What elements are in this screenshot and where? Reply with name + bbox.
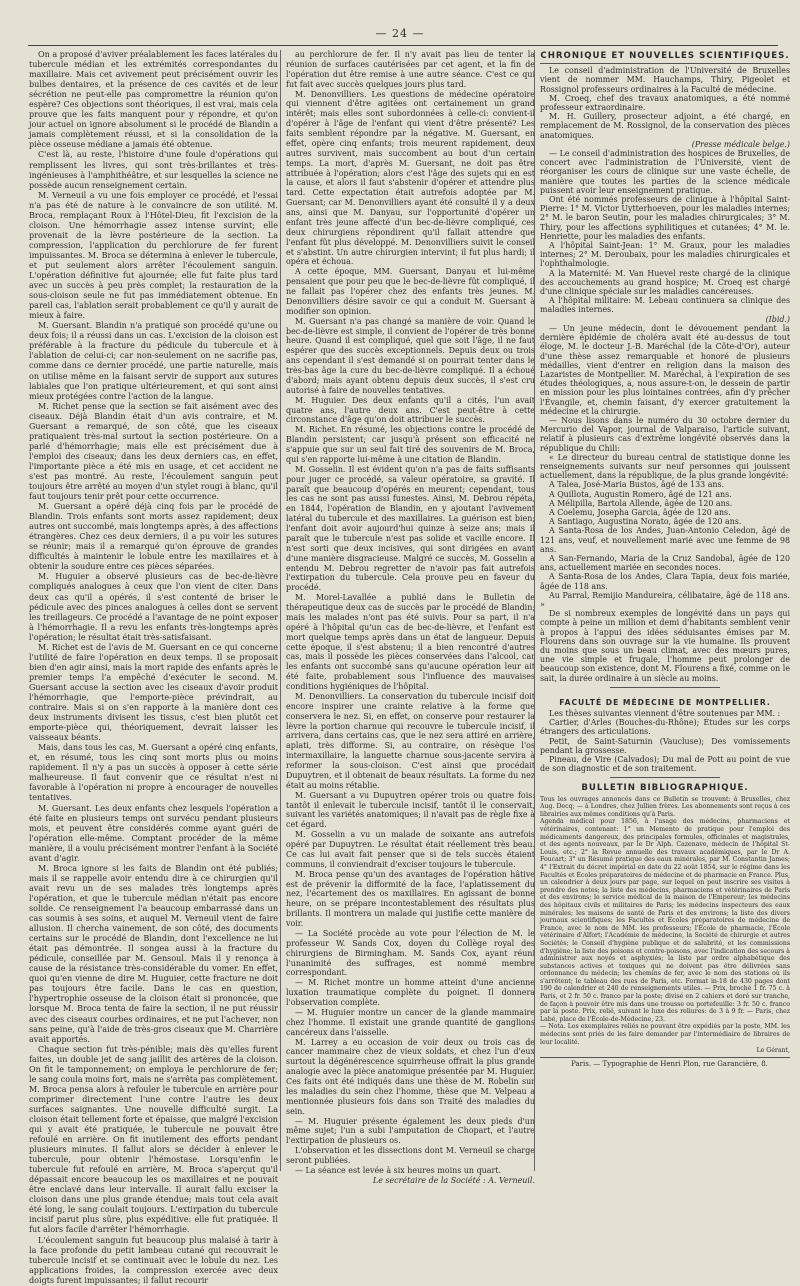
paragraph: A l'hôpital militaire: M. Lebeau continuera sa clinique des maladies internes. (540, 296, 790, 315)
header-rule (28, 45, 778, 46)
paragraph: Au Parral, Remijio Mandureira, célibataire, âgé de 118 ans. » (540, 590, 790, 609)
col3-block-c (540, 324, 790, 683)
paragraph: Mais, dans tous les cas, M. Guersant a opéré cinq enfants, et, en résumé, tous les cinq sont morts plus ou moins rapidement. Il n'y a pas un succès à opposer à cette série malheureuse. Il faut convenir que ce résultat n'est ni favorable à l'opération ni propre à encourager de nouvelles tentatives. (29, 743, 278, 803)
paragraph: A Coelemu, Josepha Garcia, âgée de 120 ans. (549, 507, 731, 517)
paragraph: Le conseil d'administration de l'Université de Bruxelles vient de nommer MM. Hauchamps, Thiry, Pigeolet et Rossignol professeurs ordinaires à la Faculté de médecine. (540, 66, 790, 94)
col3-block-d (540, 709, 790, 773)
paragraph: M. Larrey a eu occasion de voir deux ou trois cas de cancer mammaire chez de vieux soldats, et chez l'un d'eux surtout la dégénérescence squirrheuse offrait la plus grande analogie avec la pièce anatomique présentée par M. Huguier. Ces faits ont été indiqués dans une thèse de M. Robelin sur les maladies du sein chez l'homme, thèse que M. Velpeau a mentionnée plusieurs fois dans son Traité des maladies du sein. (286, 1037, 535, 1116)
heading-rule (540, 63, 790, 64)
page-number: — 24 — (375, 27, 425, 40)
paragraph: De si nombreux exemples de longévité dans un pays qui compte à peine un million et demi d'habitants semblent venir à propos à l'appui des idées séduisantes émises par M. Flourens dans son ouvrage sur la vie humaine. Ils prouvent du moins que sous un beau climat, avec des mœurs pures, une vie simple et frugale, l'homme peut prolonger de beaucoup son existence, dont M. Flourens a fixé, comme on le sait, la durée ordinaire à un siècle au moins. (540, 609, 790, 683)
paragraph: A Mélipilla, Bartola Allende, âgée de 120 ans. (549, 498, 733, 508)
paragraph: M. Croeq, chef des travaux anatomiques, a été nommé professeur extraordinaire. (540, 93, 790, 113)
imprint-rule (540, 1057, 790, 1058)
gerant-label: Le Gérant, (756, 1047, 790, 1055)
paragraph: A Santiago, Augustina Norato, âgée de 120 ans. (549, 517, 742, 527)
column-left (29, 50, 278, 1285)
column-divider (280, 50, 281, 1171)
paragraph: A Santa-Rosa de los Andes, Clara Tapia, deux fois mariée, âgée de 118 ans. (540, 572, 790, 591)
paragraph: A cette époque, MM. Guersant, Danyau et lui-même pensaient que pour peu que le bec-de-lièvre fût compliqué, il ne fallait pas l'opérer chez des enfants très jeunes. M. Denonvilliers désire savoir ce qui a conduit M. Guersant à modifier son opinion. (286, 267, 535, 316)
paragraph: M. Guersant n'a pas changé sa manière de voir. Quand le bec-de-lièvre est simple, il convient de l'opérer de très bonne heure. Quand il est compliqué, quel que soit l'âge, il ne faut espérer que des succès exceptionnels. Depuis deux ou trois ans cependant il s'est demandé si on pourrait tenter dans le très-bas âge la cure du bec-de-lièvre compliqué. Il a échoué d'abord; mais ayant obtenu depuis deux succès, il s'est cru autorisé à faire de nouvelles tentatives. (286, 316, 535, 395)
paragraph: Les thèses suivantes viennent d'être soutenues par MM. : (549, 709, 781, 719)
paragraph: L'écoulement sanguin fut beaucoup plus malaisé à tarir à la face profonde du petit lambeau cutané qui recouvrait le tubercule incisif et se continuait avec le lobule du nez. Les applications froides, la compression exercée avec deux doigts furent impuissantes; il fallut recourir (29, 1235, 278, 1285)
paragraph: M. Broca pense qu'un des avantages de l'opération hâtive est de prévenir la difformité de la face, l'aplatissement du nez, l'écartement des os maxillaires. En agissant de bonne heure, on se prépare incontestablement des résultats plus brillants. Il montrera un malade qui justifie cette manière de voir. (286, 869, 535, 928)
bibliography-block (540, 796, 790, 1047)
paragraph: L'observation et les dissections dont M. Verneuil se charge seront publiées. (286, 1146, 535, 1165)
citation: (Ibid.) (765, 314, 790, 324)
column-middle (286, 50, 535, 1185)
paragraph: M. Gosselin. Il est évident qu'on n'a pas de faits suffisants pour juger ce procédé, sa valeur opératoire, sa gravité. Il paraît que beaucoup d'opérés en meurent; cependant, tous les cas ne sont pas aussi funestes. Ainsi, M. Debrou répéta, en 1844, l'opération de Blandin, en y ajoutant l'avivement latéral du tubercule et des maxillaires. La guérison est bien; l'enfant doit avoir aujourd'hui quinze à seize ans; mais il paraît que le tubercule n'est pas solide et vacille encore. Il n'est sorti que deux incisives, qui sont dirigées en avant d'une manière disgracieuse. Malgré ce succès, M. Gosselin a entendu M. Debrou regretter de n'avoir pas fait autrefois l'extirpation du tubercule. Cela prouve peu en faveur du procédé. (286, 464, 535, 593)
paragraph: Tous les ouvrages annoncés dans ce Bulletin se trouvent: à Bruxelles, chez Aug. Decq; — à Londres, chez Jullien frères. Les abonnements sont reçus à ces librairies aux mêmes conditions qu'à Paris. (540, 795, 790, 818)
paragraph: — M. Huguier présente également les deux pieds d'un même sujet; l'un a subi l'amputation de Chopart, et l'autre l'extirpation de plusieurs os. (286, 1116, 535, 1146)
paragraph: au perchlorure de fer. Il n'y avait pas lieu de tenter la réunion de surfaces cautérisées par cet agent, et la fin de l'opération dut être remise à une autre séance. C'est ce qui fut fait avec succès quelques jours plus tard. (286, 50, 535, 89)
col3-block-a (540, 66, 790, 140)
paragraph: Ont été nommés professeurs de clinique à l'hôpital Saint-Pierre: 1° M. Victor Uytterhoeven, pour les maladies internes; 2° M. le baron Seutin, pour les maladies chirurgicales; 3° M. Thiry, pour les affections syphilitiques et cutanées; 4° M. le. Henriette, pour les maladies des enfants. (540, 195, 790, 241)
paragraph: — La Société procède au vote pour l'élection de M. le professeur W. Sands Cox, doyen du Collège royal des chirurgiens de Birmingham. M. Sands Cox, ayant réuni l'unanimité des suffrages, est nommé membre correspondant. (286, 928, 535, 978)
section-heading-chronique: CHRONIQUE ET NOUVELLES SCIENTIFIQUES. (540, 51, 790, 61)
paragraph: — M. Huguier montre un cancer de la glande mammaire chez l'homme. Il existait une grande quantité de ganglions cancéreux dans l'aisselle. (286, 1007, 535, 1037)
paragraph: M. Guersant a opéré déjà cinq fois par le procédé de Blandin. Trois enfants sont morts assez rapidement; deux autres ont succombé, mais longtemps après, à des affections étrangères. Chez ces deux derniers, il a pu voir les sutures se réunir; mais il a remarqué qu'on éprouve de grandes difficultés à maintenir le lobule entre les maxillaires et à obtenir la soudure entre ces pièces séparées. (29, 502, 278, 572)
paragraph: Pineau, de Vire (Calvados); Du mal de Pott au point de vue de son diagnostic et de son traitement. (540, 755, 790, 774)
column-divider (534, 50, 535, 1171)
col2-body (286, 50, 535, 1176)
secretary-signature: Le secrétaire de la Société : A. Verneuil. (372, 1175, 535, 1185)
section-heading-faculte: FACULTÉ DE MÉDECINE DE MONTPELLIER. (559, 697, 771, 707)
paragraph: M. H. Guillery, prosecteur adjoint, a été chargé, en remplacement de M. Rossignol, de la conservation des pièces anatomiques. (540, 112, 790, 140)
paragraph: M. Verneuil a vu une fois employer ce procédé, et l'essai n'a pas été de nature à le convaincre de son utilité. M. Broca, remplaçant Roux à l'Hôtel-Dieu, fit l'excision de la cloison. Une hémorrhagie assez intense survint; elle provenait de la lèvre postérieure de la section. La compression, l'application du perchlorure de fer furent impuissantes. M. Broca se détermina à enlever le tubercule, et put seulement alors arrêter l'écoulement sanguin. L'opération définitive fut ajournée; elle fut faite plus tard avec un succès à peu près complet; la restauration de la sous-cloison seule ne fut pas immédiatement obtenue. En pareil cas, l'ablation serait probablement ce qu'il y aurait de mieux à faire. (29, 190, 278, 321)
paragraph: — M. Richet montre un homme atteint d'une ancienne luxation traumatique complète du poignet. Il donnera l'observation complète. (286, 978, 535, 1007)
paragraph: M. Richet. En résumé, les objections contre le procédé de Blandin persistent; car jusqu'à présent son efficacité ne s'appuie que sur un seul fait tiré des souvenirs de M. Broca, qui s'en rapporte lui-même à une citation de Blandin. (286, 425, 535, 464)
paragraph: A Quillota, Augustin Romero, âgé de 121 ans. (549, 489, 732, 499)
section-separator (610, 777, 720, 778)
paragraph: M. Huguier. Des deux enfants qu'il a cités, l'un avait quatre ans, l'autre deux ans. C'est peut-être à cette circonstance d'âge qu'on doit attribuer le succès. (286, 395, 535, 425)
paragraph: — La séance est levée à six heures moins un quart. (295, 1165, 501, 1175)
paragraph: — Le conseil d'administration des hospices de Bruxelles, de concert avec l'administration de l'Université, vient de réorganiser les cours de clinique sur une vaste échelle, de manière que toutes les parties de la science médicale puissent avoir leur enseignement pratique. (540, 149, 790, 195)
paragraph: C'est là, au reste, l'histoire d'une foule d'opérations qui remplissent les livres, qui sont très-brillantes et très-ingénieuses à l'amphithéâtre, et sur lesquelles la science ne possède aucun renseignement certain. (29, 150, 278, 190)
paragraph: A San-Fernando, Maria de la Cruz Sandobal, âgée de 120 ans, actuellement mariée en secondes noces. (540, 553, 790, 573)
section-heading-bulletin: BULLETIN BIBLIOGRAPHIQUE. (581, 783, 749, 794)
paragraph: A Talea, José-Maria Bustos, âgé de 133 ans. (549, 480, 725, 490)
paragraph: — Nous lisons dans le numéro du 30 octobre dernier du Mercurio del Vapor, journal de Valparaiso, l'article suivant, relatif à plusieurs cas d'extrême longévité observés dans la république du Chili: (540, 415, 790, 453)
section-separator (610, 687, 720, 688)
paragraph: M. Denonvilliers. Les questions de médecine opératoire qui viennent d'être agitées ont certainement un grand intérêt; mais elles sont subordonnées à celle-ci: convient-il d'opérer à l'âge de l'enfant qui vient d'être présenté? Les faits semblent répondre par la négative. M. Guersant, en effet, opère cinq enfants; trois meurent rapidement, deux autres survivent, mais succombent au bout d'un certain temps. La mort, d'après M. Guersant, ne doit pas être attribuée à l'opération; alors c'est l'âge des sujets qui en est la cause, et alors il faut s'abstenir d'opérer et attendre plus tard. Cette expectation était autrefois adoptée par M. Guersant; car M. Denonvilliers ayant été consulté il y a deux ans, ainsi que M. Danyau, sur l'opportunité d'opérer un enfant très jeune affecté d'un bec-de-lièvre compliqué, ces deux chirurgiens répondirent qu'il fallait attendre que l'enfant fût plus développé. M. Denonvilliers suivit le conseil et s'abstint. Un autre chirurgien intervint; il fut plus hardi; il opéra et échoua. (286, 89, 535, 267)
paragraph: M. Morel-Lavallée a publié dans le Bulletin de thérapeutique deux cas de succès par le procédé de Blandin; mais les malades n'ont pas été suivis. Pour sa part, il n'a opéré à l'hôpital qu'un cas de bec-de-lièvre, et l'enfant est mort quelque temps après dans un état de langueur. Depuis cette époque, il s'est abstenu; il a bien rencontré d'autres cas, mais il possède les pièces conservées dans l'alcool, car les enfants ont succombé sans qu'aucune opération leur ait été faite, probablement sous l'influence des mauvaises conditions hygiéniques de l'hôpital. (286, 593, 535, 691)
citation: (Presse médicale belge.) (691, 139, 790, 149)
paragraph: M. Richet pense que la section se fait aisément avec des ciseaux. Déjà Blandin était d'un avis contraire, et M. Guersant a remarqué, de son côté, que les ciseaux pratiquaient très-mal surtout la section postérieure. On a parlé d'hémorrhagie; mais elle est précisément due à l'emploi des ciseaux; dans les deux derniers cas, en effet, l'importante pièce a été mis en usage, et cet accident ne s'est pas montré. Au reste, l'écoulement sanguin peut toujours être arrêté au moyen d'un stylet rougi à blanc, qu'il faut toujours tenir prêt pour cette occurrence. (29, 401, 278, 502)
paragraph: A la Maternité: M. Van Huevel reste chargé de la clinique des accouchements au grand hospice; M. Croeq est chargé d'une clinique spéciale sur les maladies cancéreuses. (540, 268, 790, 297)
paragraph: — Nota. Les exemplaires reliés ne pouvant être expédiés par la poste, MM. les médecins sont priés de les faire demander par l'intermédiaire de libraires de leur localité. (540, 1023, 790, 1046)
paragraph: M. Denonvilliers. La conservation du tubercule incisif doit encore inspirer une crainte relative à la forme que conservera le nez. Si, en effet, on conserve pour restaurer la lèvre la portion charnue qui recouvre le tubercule incisif, il arrivera, dans certains cas, que le nez sera attiré en arrière, aplati, très difforme. Si, au contraire, on résèque l'os intermaxillaire, la languette charnue sous-jacente servira à reformer la sous-cloison. C'est ainsi que procédait Dupuytren, et il obtenait de beaux résultats. La forme du nez était au moins rétablie. (286, 691, 535, 790)
paragraph: M. Guersant. Blandin n'a pratiqué son procédé qu'une ou deux fois; il a réussi dans un cas. L'excision de la cloison est préférable à la fracture du pédicule du tubercule et à l'ablation de celui-ci; car non-seulement on ne sacrifie pas, comme dans ce dernier procédé, une partie naturelle, mais on utilise même en la faisant servir de support aux sutures labiales que l'on pratique ultérieurement, et qui sont ainsi mieux protégées contre l'action de la langue. (29, 321, 278, 401)
paragraph: A Santa-Rosa de los Andes, Juan-Antonio Celedon, âgé de 121 ans, veuf, et nouvellement marié avec une femme de 98 ans. (540, 526, 790, 554)
paragraph: On a proposé d'aviver préalablement les faces latérales du tubercule médian et les extrémités correspondantes du maxillaire. Mais cet avivement peut précisément ouvrir les bulbes dentaires, et la présence de ces cavités et de leur sécrétion ne peut-elle pas compromettre la réunion qu'on espère? Ces objections sont théoriques, il est vrai, mais cela prouve que les faits manquent pour y répondre, et qu'on jour actuel on ignore absolument si le procédé de Blandin a jamais complètement réussi, et si la consolidation de la pièce osseuse médiane a jamais été obtenue. (29, 50, 278, 150)
paragraph: M. Guersant a vu Dupuytren opérer trois ou quatre fois: tantôt il enlevait le tubercule incisif, tantôt il le conservait, suivant les variétés anatomiques; il n'avait pas de règle fixe à cet égard. (286, 790, 535, 830)
paragraph: M. Broca ignore si les faits de Blandin ont été publiés; mais il se rappelle avoir entendu dire à ce chirurgien qu'il avait revu un de ses malades très longtemps après l'opération, et que le tubercule médian n'était pas encore solide. Ce renseignement l'a beaucoup embarrassé dans un cas soumis à ses soins, et auquel M. Verneuil vient de faire allusion. Il chercha vainement, de son côté, des documents certains sur le procédé de Blandin, dont l'excellence ne lui était pas démontrée. Il songea aussi à la fracture du pédicule, conseillée par M. Gensoul. Mais il y renonça à cause de la résistance très-considérable du vomer. En effet, quoi qu'en vienne de dire M. Huguier, cette fracture ne doit pas toujours être facile. Dans le cas en question, l'hypertrophie osseuse de la cloison était si prononcée, que lorsque M. Broca tenta de faire la section, il ne put réussir avec des ciseaux courbes ordinaires, et ne put l'achever, non sans peine, qu'à l'aide de très-gros ciseaux que M. Charrière avait apportés. (29, 863, 278, 1044)
paragraph: M. Richet est de l'avis de M. Guersant en ce qui concerne l'utilité de faire l'opération en deux temps. Il se proposait bien d'en agir ainsi, mais la mort rapide des enfants après le premier temps l'a empêché d'exécuter le second. M. Guersant accuse la section avec les ciseaux d'avoir produit l'hémorrhagie, que l'emporte-pièce prévindrait, au contraire. Mais si on s'en rapporte à la manière dont ces deux instruments divisent les tissus, c'est bien plutôt cet emporte-pièce qui, théoriquement, devrait laisser les vaisseaux béants. (29, 642, 278, 743)
paragraph: M. Guersant. Les deux enfants chez lesquels l'opération a été faite en plusieurs temps ont survécu pendant plusieurs mois, et peuvent être considérés comme ayant guéri de l'opération elle-même. Comptant procéder de la même manière, il a voulu précisément montrer l'enfant à la Société avant d'agir. (29, 803, 278, 863)
paragraph: Petit, de Saint-Saturnin (Vaucluse); Des vomissements pendant la grossesse. (540, 736, 790, 755)
paragraph: « Le directeur du bureau central de statistique donne les renseignements suivants sur neuf personnes qui jouissent actuellement, dans la république, de la plus grande longévité: (540, 452, 790, 481)
paragraph: M. Gosselin a vu un malade de soixante ans autrefois opéré par Dupuytren. Le résultat était réellement très beau. Ce cas lui avait fait penser que si de tels succès étaient communs, il conviendrait d'exciser toujours le tubercule. (286, 830, 535, 869)
paragraph: Agenda médical pour 1856, à l'usage des médecins, pharmaciens et vétérinaires, contenant: 1° un Memento de pratique pour l'emploi des médicaments dangereux, des principales formules, officinales et magistrales, et des agents nouveaux, par le Dr Alph. Cazenave, médecin de l'hôpital St-Louis, etc.; 2° la Revue annuelle des travaux académiques, par le Dr A. Foucart; 3° un Résumé pratique des eaux minérales, par M. Constantin James; 4° l'Extrait du décret impérial en date du 22 août 1854, sur le régime dans les Facultés et Écoles préparatoires de médecine et de pharmacie en France. Plus, un calendrier à deux jours par page, sur lequel on peut inscrire ses visites à prendre des notes; la liste des médecins, pharmaciens et vétérinaires de Paris et des environs; le service médical de la maison de l'Empereur; les médecins des hôpitaux civils et militaires de Paris; les médecins inspecteurs des eaux minérales; les maisons de santé de Paris et des environs; la liste des divers journaux scientifiques; les Facultés et Écoles préparatoires de médecine de France, avec le nom de MM. les professeurs; l'École de pharmacie, l'École vétérinaire d'Alfort; l'Académie de médecine, la Société de chirurgie et autres Sociétés; le Conseil d'hygiène publique et de salubrité, et les commissions d'hygiène; la liste des poisons et contre-poisons, avec l'indication des secours à administrer aux noyés et asphyxiés; la liste par ordre alphabétique des substances actives et toxiques qui ne doivent pas être délivrées sans ordonnance du médecin; les chemins de fer, avec le nom des stations où ils s'arrêtent; le tableau des rues de Paris, etc. Format in-18 de 430 pages dont 190 de calendrier et 240 de renseignements utiles. — Prix, broché 1 fr. 75 c. à Paris, et 2 fr. 50 c. franco par la poste; divisé en 2 cahiers et doré sur tranche, de façon à pouvoir être mis dans une trousse ou portefeuille: 3 fr. 50 c. franco par la poste. Prix, relié, suivant le luxe des reliures: de 3 à 9 fr. — Paris, chez Labé, place de l'École-de-Médecine, 23. (540, 818, 790, 1023)
col3-block-b (540, 149, 790, 315)
paragraph: — Un jeune médecin, dont le dévouement pendant la dernière épidémie de choléra avait été au-dessus de tout éloge, M. le docteur J.-B. Maréchal (de la Côte-d'Or), auteur d'une thèse assez remarquable et honoré de plusieurs médailles, vient d'entrer en religion dans la maison des Lazaristes de Montpellier. M. Maréchal, à l'expiration de ses études théologiques, a, nous assure-t-on, le dessein de partir en mission pour les plus lointaines contrées, afin d'y prêcher l'Évangile, et, chemin faisant, d'y exercer gratuitement la médecine et la chirurgie. (540, 323, 790, 416)
column-right (540, 50, 790, 1171)
printer-imprint: Paris. — Typographie de Henri Plon, rue Garancière, 8. (571, 1060, 768, 1069)
paragraph: Cartier, d'Arles (Bouches-du-Rhône); Études sur les corps étrangers des articulations. (540, 718, 790, 737)
paragraph: A l'hôpital Saint-Jean: 1° M. Graux, pour les maladies internes; 2° M. Deroubaix, pour les maladies chirurgicales et l'ophthalmologie. (540, 241, 790, 269)
paragraph: Chaque section fut très-pénible; mais dès qu'elles furent faites, un double jet de sang jaillit des artères de la cloison. On fit le tamponnement; on employa le perchlorure de fer; le sang coula moins fort, mais ne s'arrêta pas complètement. M. Broca pensa alors à refouler le tubercule en arrière pour comprimer directement l'une contre l'autre les deux surfaces saignantes. Une nouvelle difficulté surgit. La cloison était tellement forte et épaisse, que malgré l'excision qui y avait été pratiquée, le tubercule ne pouvait être refoulé en arrière. On fit inutilement des efforts pendant plusieurs minutes. Il fallut alors se décider à enlever le tubercule, pour obtenir l'hémostase. Lorsqu'enfin le tubercule fut refoulé en arrière, M. Broca s'aperçut qu'il dépassait encore beaucoup les os maxillaires et ne pouvait être enclavé dans leur intervalle. Il aurait fallu exciser la cloison dans une plus grande étendue; mais tout cela avait été long, le sang coulait toujours. L'extirpation du tubercule incisif parut plus sûre, plus expéditive: elle fut pratiquée. Il fut alors facile d'arrêter l'hémorrhagie. (29, 1044, 278, 1235)
paragraph: M. Huguier a observé plusieurs cas de bec-de-lièvre compliqués analogues à ceux que l'on vient de citer. Dans deux cas qu'il a opérés, il s'est contenté de briser le pédicule avec des pinces analogues à celles dont se servent les treillageurs. Ce procédé a l'avantage de ne point exposer à l'hémorrhagie. Il a revu les enfants très-longtemps après l'opération; le résultat était très-satisfaisant. (29, 572, 278, 642)
